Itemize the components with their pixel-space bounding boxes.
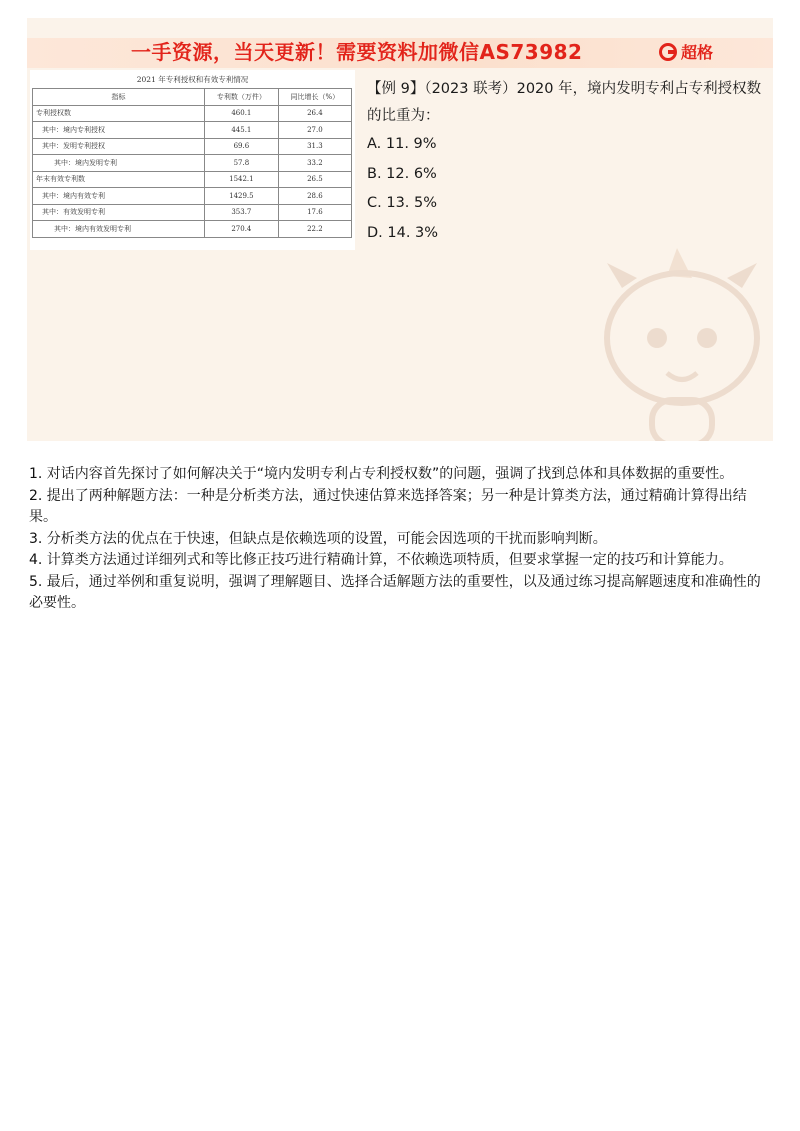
table-cell-value: 353.7 — [205, 204, 279, 221]
table-cell-label: 其中：有效发明专利 — [33, 204, 205, 221]
summary-item: 2. 提出了两种解题方法：一种是分析类方法，通过快速估算来选择答案；另一种是计算类方法，通过精确计算得出结果。 — [29, 487, 747, 525]
summary-item: 1. 对话内容首先探讨了如何解决关于“境内发明专利占专利授权数”的问题，强调了找到总体和具体数据的重要性。 — [29, 466, 734, 482]
brand-logo-text: 超格 — [681, 43, 714, 62]
table-row — [33, 122, 352, 139]
brand-logo-icon — [659, 43, 677, 61]
slide-panel — [27, 18, 773, 441]
table-caption: 2021 年专利授权和有效专利情况 — [136, 75, 249, 84]
table-cell-value: 57.8 — [205, 155, 279, 172]
table-cell-value: 69.6 — [205, 138, 279, 155]
table-cell-value: 1542.1 — [205, 171, 279, 188]
table-cell-growth: 27.0 — [278, 122, 351, 139]
table-header-cell: 同比增长（%） — [278, 89, 351, 106]
banner-text: 一手资源，当天更新！需要资料加微信AS73982 — [131, 40, 583, 64]
summary-item: 3. 分析类方法的优点在于快速，但缺点是依赖选项的设置，可能会因选项的干扰而影响判断。 — [29, 530, 607, 547]
table-row — [33, 188, 352, 205]
table-cell-label: 其中：境内有效发明专利 — [33, 221, 205, 238]
table-cell-label: 专利授权数 — [33, 105, 205, 122]
patent-table — [32, 88, 352, 238]
table-row — [33, 155, 352, 172]
table-cell-growth: 26.4 — [278, 105, 351, 122]
option-a[interactable]: A. 11. 9% — [367, 136, 437, 152]
option-b[interactable]: B. 12. 6% — [367, 165, 437, 182]
table-cell-growth: 31.3 — [278, 138, 351, 155]
table-row — [33, 138, 352, 155]
question-block — [367, 76, 767, 248]
brand-logo — [659, 40, 713, 63]
table-cell-value: 1429.5 — [205, 188, 279, 205]
table-header-row — [33, 89, 352, 106]
table-cell-value: 445.1 — [205, 122, 279, 139]
table-header-cell: 指标 — [33, 89, 205, 106]
table-cell-value: 460.1 — [205, 105, 279, 122]
table-row — [33, 105, 352, 122]
table-cell-label: 年末有效专利数 — [33, 171, 205, 188]
table-cell-growth: 17.6 — [278, 204, 351, 221]
table-cell-label: 其中：境内专利授权 — [33, 122, 205, 139]
table-row — [33, 204, 352, 221]
table-row — [33, 221, 352, 238]
table-cell-label: 其中：境内发明专利 — [33, 155, 205, 172]
summary-notes — [29, 464, 769, 615]
table-row — [33, 171, 352, 188]
patent-table-image — [30, 70, 355, 250]
table-body — [33, 105, 352, 237]
table-cell-growth: 26.5 — [278, 171, 351, 188]
summary-item: 5. 最后，通过举例和重复说明，强调了理解题目、选择合适解题方法的重要性，以及通过练习提高解题速度和准确性的必要性。 — [29, 573, 761, 611]
option-d[interactable]: D. 14. 3% — [367, 224, 439, 241]
table-cell-value: 270.4 — [205, 221, 279, 238]
mascot-watermark-icon — [582, 228, 773, 441]
question-text: 【例 9】（2023 联考）2020 年，境内发明专利占专利授权数的比重为： — [367, 81, 762, 124]
table-cell-growth: 22.2 — [278, 221, 351, 238]
table-cell-growth: 28.6 — [278, 188, 351, 205]
table-cell-label: 其中：发明专利授权 — [33, 138, 205, 155]
table-cell-growth: 33.2 — [278, 155, 351, 172]
summary-item: 4. 计算类方法通过详细列式和等比修正技巧进行精确计算，不依赖选项特质，但要求掌握一定的技巧和计算能力。 — [29, 552, 733, 568]
table-cell-label: 其中：境内有效专利 — [33, 188, 205, 205]
option-c[interactable]: C. 13. 5% — [367, 195, 438, 211]
table-header-cell: 专利数（万件） — [205, 89, 279, 106]
